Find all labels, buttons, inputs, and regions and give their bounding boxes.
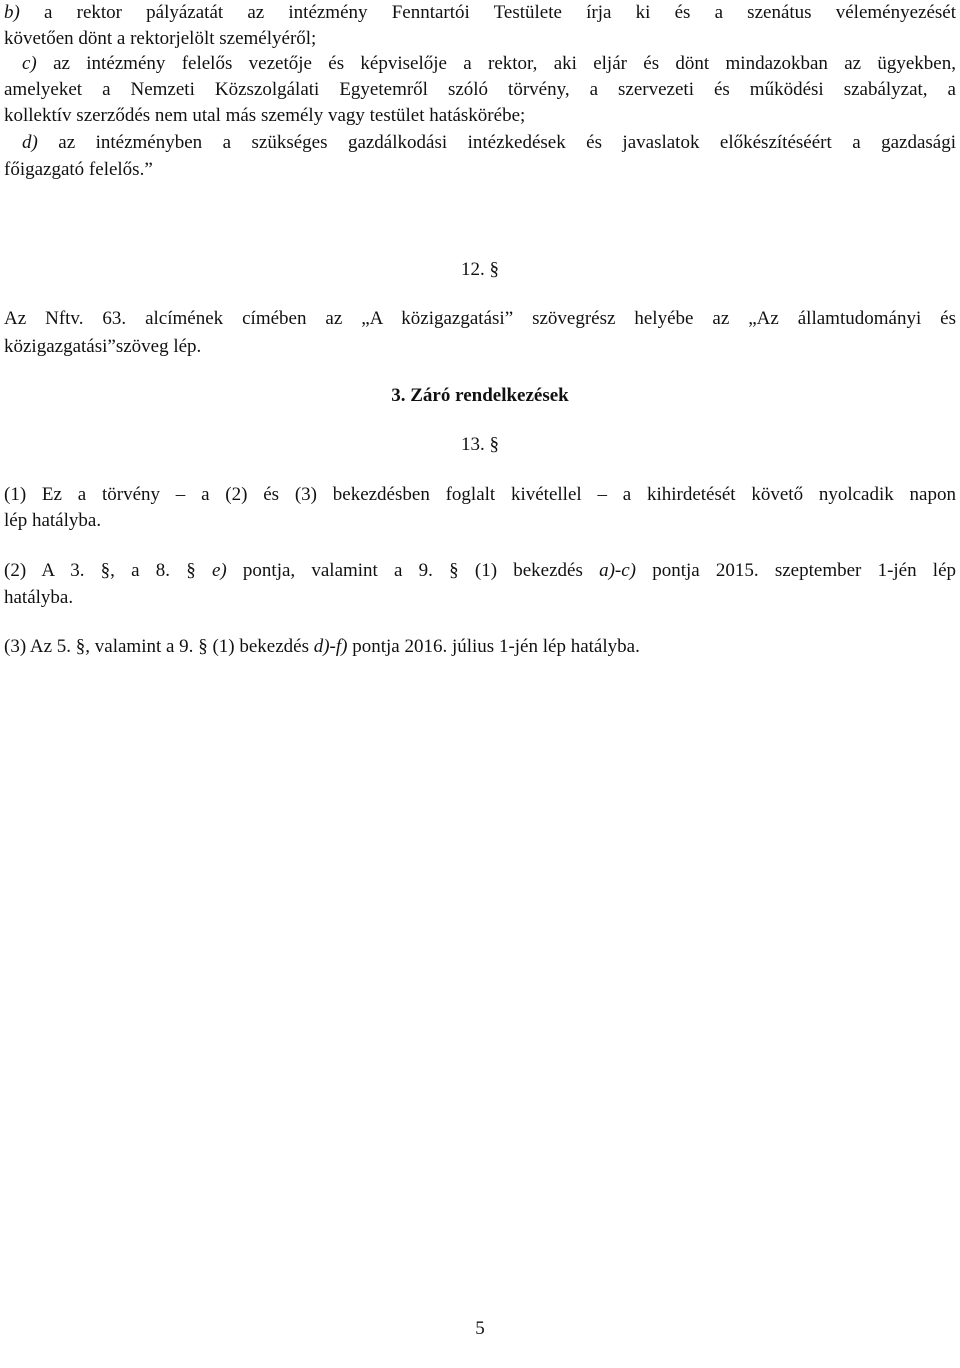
list-marker-d: d) bbox=[22, 132, 38, 153]
para-2-text: pontja 2015. szeptember 1-jén lép bbox=[635, 560, 957, 581]
section-13-heading bbox=[0, 432, 960, 458]
section-13-number: 13. bbox=[461, 434, 485, 455]
point-reference: a)-c) bbox=[599, 560, 636, 581]
list-item-b-line-1 bbox=[4, 0, 956, 26]
section-13-para-2-line-1 bbox=[4, 558, 956, 584]
list-item-c-line-3: kollektív szerződés nem utal más személy vagy testület hatáskörébe; bbox=[4, 105, 526, 126]
section-12-line-1: Az Nftv. 63. alcímének címében az „A közigazgatási” szövegrész helyébe az „Az államtudományi és bbox=[4, 308, 956, 329]
section-13-para-3 bbox=[4, 634, 956, 660]
list-marker-c: c) bbox=[22, 53, 37, 74]
list-item-d-line-2: főigazgató felelős.” bbox=[4, 159, 153, 180]
list-item-b-text: a rektor pályázatát az intézmény Fenntartói Testülete írja ki és a szenátus véleményezését bbox=[19, 2, 956, 23]
section-12-line-2: közigazgatási”szöveg lép. bbox=[4, 336, 202, 357]
para-3-text: , valamint a 9. bbox=[85, 636, 199, 657]
para-2-text: (2) A 3. bbox=[4, 560, 101, 581]
section-13-para-2-line-2: hatályba. bbox=[4, 587, 74, 608]
section-sign: § bbox=[100, 560, 111, 581]
para-2-text: , a 8. bbox=[110, 560, 187, 581]
para-2-text: (1) bekezdés bbox=[458, 560, 600, 581]
page-number: 5 bbox=[475, 1318, 485, 1339]
section-sign: § bbox=[449, 560, 459, 581]
section-13-para-1-line-1: (1) Ez a törvény – a (2) és (3) bekezdésben foglalt kivétellel – a kihirdetését követő nyolcadik napon bbox=[4, 484, 956, 505]
list-item-c-text: az intézmény felelős vezetője és képviselője a rektor, aki eljár és dönt mindazokban az ügyekben, bbox=[36, 53, 956, 74]
section-sign: § bbox=[186, 560, 196, 581]
section-sign: § bbox=[489, 434, 499, 455]
list-item-d-line-1 bbox=[4, 130, 956, 156]
section-sign: § bbox=[75, 636, 86, 657]
point-reference: e) bbox=[211, 560, 227, 581]
list-item-c-line-2: amelyeket a Nemzeti Közszolgálati Egyetemről szóló törvény, a szervezeti és működési szabályzat, a bbox=[4, 79, 956, 100]
para-3-text: (3) Az 5. bbox=[4, 636, 76, 657]
section-sign: § bbox=[489, 259, 499, 280]
list-item-b-line-2: követően dönt a rektorjelölt személyéről; bbox=[4, 28, 317, 49]
section-12-number: 12. bbox=[461, 259, 485, 280]
section-13-para-1-line-2: lép hatályba. bbox=[4, 510, 102, 531]
para-2-text: pontja, valamint a 9. bbox=[226, 560, 450, 581]
point-reference: d)-f) bbox=[313, 636, 348, 657]
section-12-heading bbox=[0, 257, 960, 283]
section-sign: § bbox=[198, 636, 208, 657]
para-3-text: (1) bekezdés bbox=[207, 636, 314, 657]
list-marker-b: b) bbox=[4, 2, 20, 23]
para-2-text bbox=[196, 560, 212, 581]
list-item-c-line-1 bbox=[4, 51, 956, 77]
chapter-3-title: 3. Záró rendelkezések bbox=[391, 385, 569, 406]
para-3-text: pontja 2016. július 1-jén lép hatályba. bbox=[347, 636, 640, 657]
list-item-d-text: az intézményben a szükséges gazdálkodási intézkedések és javaslatok előkészítéséért a gazdasági bbox=[37, 132, 956, 153]
